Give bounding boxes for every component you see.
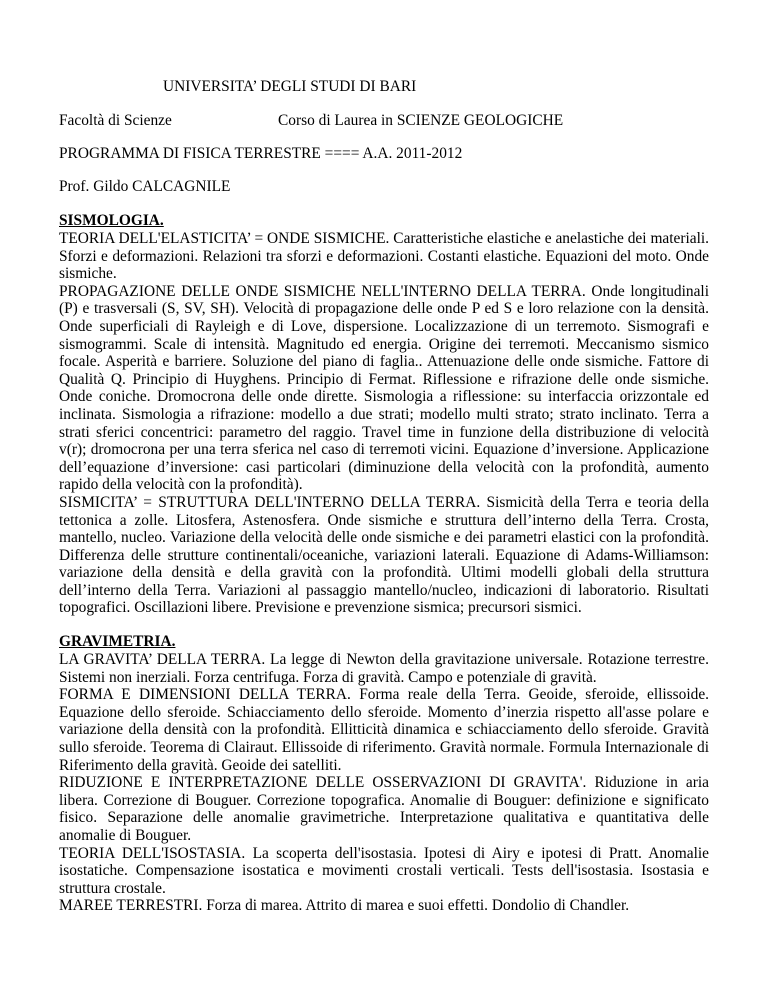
paragraph-maree-terrestri: MAREE TERRESTRI. Forza di marea. Attrito di marea e suoi effetti. Dondolio di Chandler. [59, 897, 630, 915]
section-body-gravimetria [59, 651, 709, 915]
course-label: Corso di Laurea in SCIENZE GEOLOGICHE [278, 112, 564, 129]
section-heading-gravimetria: GRAVIMETRIA. [59, 633, 176, 650]
section-body-sismologia [59, 230, 709, 617]
university-title: UNIVERSITA’ DEGLI STUDI DI BARI [163, 78, 417, 95]
paragraph-forma-dimensioni: FORMA E DIMENSIONI DELLA TERRA. Forma reale della Terra. Geoide, sferoide, ellissoide. Equazione dello sferoide. Schiacciamento dello sferoide. Momento d’inerzia rispetto all'asse polare e variazione della densità con la profondità. Ellitticità dinamica e schiacciamento dello sferoide. Gravità sullo sferoide. Teorema di Clairaut. Ellissoide di riferimento. Gravità normale. Formula Internazionale di Riferimento della gravità. Geoide dei satelliti. [59, 686, 709, 774]
professor-name: Prof. Gildo CALCAGNILE [59, 178, 231, 195]
paragraph-sismicita: SISMICITA’ = STRUTTURA DELL'INTERNO DELLA TERRA. Sismicità della Terra e teoria della tettonica a zolle. Litosfera, Astenosfera. Onde sismiche e struttura dell’interno della Terra. Crosta, mantello, nucleo. Variazione della velocità delle onde sismiche e dei parametri elastici con la profondità. Differenza delle strutture continentali/oceaniche, variazioni laterali. Equazione di Adams-Williamson: variazione della densità e della gravità con la profondità. Ultimi modelli globali della struttura dell’interno della Terra. Variazioni al passaggio mantello/nucleo, indicazioni di laboratorio. Risultati topografici. Oscillazioni libere. Previsione e prevenzione sismica; precursori sismici. [59, 493, 709, 617]
paragraph-riduzione-interpretazione: RIDUZIONE E INTERPRETAZIONE DELLE OSSERVAZIONI DI GRAVITA'. Riduzione in aria libera. Correzione di Bouguer. Correzione topografica. Anomalie di Bouguer: definizione e significato fisico. Separazione delle anomalie gravimetriche. Interpretazione qualitativa e quantitativa delle anomalie di Bouguer. [59, 774, 709, 844]
section-heading-sismologia: SISMOLOGIA. [59, 212, 164, 229]
paragraph-propagazione-onde: PROPAGAZIONE DELLE ONDE SISMICHE NELL'INTERNO DELLA TERRA. Onde longitudinali (P) e trasversali (S, SV, SH). Velocità di propagazione delle onde P ed S e loro relazione con la densità. Onde superficiali di Rayleigh e di Love, dispersione. Localizzazione di un terremoto. Sismografi e sismogrammi. Scale di intensità. Magnitudo ed energia. Origine dei terremoti. Meccanismo sismico focale. Asperità e barriere. Soluzione del piano di faglia.. Attenuazione delle onde sismiche. Fattore di Qualità Q. Principio di Huyghens. Principio di Fermat. Riflessione e rifrazione delle onde sismiche. Onde coniche. Dromocrona delle onde dirette. Sismologia a riflessione: su interfaccia orizzontale ed inclinata. Sismologia a rifrazione: modello a due strati; modello multi strato; strato inclinato. Terra a strati sferici concentrici: parametro del raggio. Travel time in funzione della distribuzione di velocità v(r); dromocrona per una terra sferica nel caso di terremoti vicini. Equazione d’inversione. Applicazione dell’equazione d’inversione: casi particolari (diminuzione della velocità con la profondità, aumento rapido della velocità con la profondità). [59, 282, 709, 494]
paragraph-teoria-elasticita: TEORIA DELL'ELASTICITA’ = ONDE SISMICHE. Caratteristiche elastiche e anelastiche dei materiali. Sforzi e deformazioni. Relazioni tra sforzi e deformazioni. Costanti elastiche. Equazioni del moto. Onde sismiche. [59, 230, 709, 283]
faculty-label: Facoltà di Scienze [59, 112, 172, 129]
paragraph-gravita-terra: LA GRAVITA’ DELLA TERRA. La legge di Newton della gravitazione universale. Rotazione terrestre. Sistemi non inerziali. Forza centrifuga. Forza di gravità. Campo e potenziale di gravità. [59, 651, 709, 686]
paragraph-isostasia: TEORIA DELL'ISOSTASIA. La scoperta dell'isostasia. Ipotesi di Airy e ipotesi di Pratt. Anomalie isostatiche. Compensazione isostatica e movimenti crostali verticali. Tests dell'isostasia. Isostasia e struttura crostale. [59, 844, 709, 897]
program-title: PROGRAMMA DI FISICA TERRESTRE ==== A.A. 2011-2012 [59, 145, 463, 162]
